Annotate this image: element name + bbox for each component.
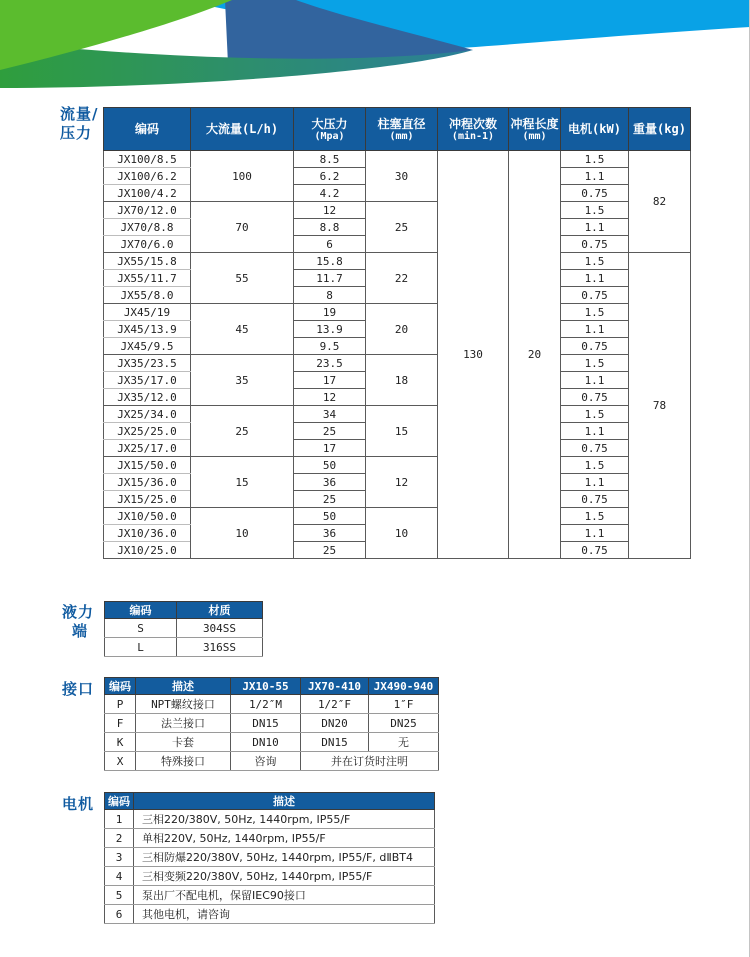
section-label-motor: 电机: [62, 795, 95, 813]
column-header: [294, 108, 366, 151]
pressure-cell: 12: [294, 389, 366, 406]
cell: X: [105, 752, 136, 771]
motor-cell: 1.1: [561, 372, 629, 389]
stroke-length-cell: 20: [509, 151, 561, 559]
column-header: [438, 108, 509, 151]
column-header: [629, 108, 691, 151]
cell: DN10: [231, 733, 301, 752]
flow-pressure-table-container: [103, 107, 691, 559]
pressure-cell: 15.8: [294, 253, 366, 270]
flow-cell: 55: [191, 253, 294, 304]
pressure-cell: 50: [294, 508, 366, 525]
table-row: [105, 848, 435, 867]
decorative-banner: [0, 0, 750, 88]
diameter-cell: 22: [366, 253, 438, 304]
pressure-cell: 9.5: [294, 338, 366, 355]
code-cell: JX15/25.0: [104, 491, 191, 508]
table-row: [105, 638, 263, 657]
cell: 三相220/380V, 50Hz, 1440rpm, IP55/F: [134, 810, 435, 829]
table-row: [104, 304, 691, 321]
code-cell: JX15/50.0: [104, 457, 191, 474]
column-header: JX10-55: [231, 678, 301, 695]
section-label-interface: 接口: [62, 680, 95, 698]
header-row: [105, 602, 263, 619]
cell: 其他电机，请咨询: [134, 905, 435, 924]
table-row: [104, 406, 691, 423]
code-cell: JX55/15.8: [104, 253, 191, 270]
pressure-cell: 6: [294, 236, 366, 253]
header-line: (mm): [389, 130, 414, 142]
weight-cell: 82: [629, 151, 691, 253]
motor-cell: 0.75: [561, 491, 629, 508]
table-head: [104, 108, 691, 151]
motor-cell: 1.5: [561, 202, 629, 219]
flow-cell: 45: [191, 304, 294, 355]
table-row: [104, 457, 691, 474]
header-line: (Mpa): [314, 130, 345, 142]
column-header: 编码: [105, 602, 177, 619]
code-cell: JX25/25.0: [104, 423, 191, 440]
motor-cell: 1.1: [561, 474, 629, 491]
motor-cell: 1.5: [561, 355, 629, 372]
pressure-cell: 25: [294, 542, 366, 559]
header-line: 冲程次数: [448, 116, 497, 131]
header-row: [105, 793, 435, 810]
header-row: [104, 108, 691, 151]
header-line: 冲程长度: [510, 116, 559, 131]
cell: 1: [105, 810, 134, 829]
table-row: [104, 253, 691, 270]
cell: 3: [105, 848, 134, 867]
motor-cell: 1.5: [561, 304, 629, 321]
table-row: [105, 695, 439, 714]
table-row: [105, 867, 435, 886]
table-row: [104, 151, 691, 168]
diameter-cell: 18: [366, 355, 438, 406]
table-row: [104, 508, 691, 525]
table-body: [104, 151, 691, 559]
code-cell: JX35/12.0: [104, 389, 191, 406]
motor-cell: 0.75: [561, 338, 629, 355]
cell: F: [105, 714, 136, 733]
motor-cell: 0.75: [561, 440, 629, 457]
pressure-cell: 12: [294, 202, 366, 219]
header-line: 大压力: [311, 116, 348, 131]
cell: 2: [105, 829, 134, 848]
column-header: [561, 108, 629, 151]
flow-cell: 15: [191, 457, 294, 508]
pressure-cell: 8.5: [294, 151, 366, 168]
pressure-cell: 23.5: [294, 355, 366, 372]
cell: DN20: [301, 714, 369, 733]
motor-cell: 0.75: [561, 389, 629, 406]
cell: P: [105, 695, 136, 714]
section-label-flow-pressure: [60, 105, 98, 143]
column-header: [366, 108, 438, 151]
cell: 卡套: [136, 733, 231, 752]
cell: DN25: [369, 714, 439, 733]
cell: 三相防爆220/380V, 50Hz, 1440rpm, IP55/F, dⅡBT4: [134, 848, 435, 867]
cell: 无: [369, 733, 439, 752]
cell: 1/2″F: [301, 695, 369, 714]
column-header: 描述: [134, 793, 435, 810]
motor-cell: 1.1: [561, 321, 629, 338]
flow-cell: 25: [191, 406, 294, 457]
diameter-cell: 20: [366, 304, 438, 355]
code-cell: JX35/23.5: [104, 355, 191, 372]
cell: 5: [105, 886, 134, 905]
cell: 304SS: [177, 619, 263, 638]
flow-cell: 10: [191, 508, 294, 559]
motor-cell: 1.1: [561, 270, 629, 287]
cell: 1″F: [369, 695, 439, 714]
table-row: [104, 202, 691, 219]
label-line: 流量/: [60, 105, 99, 123]
hydraulic-end-table: [104, 601, 263, 657]
pressure-cell: 11.7: [294, 270, 366, 287]
header-line: 编码: [134, 122, 159, 136]
table-body: [105, 695, 439, 771]
hydraulic-end-table-container: [104, 601, 263, 657]
motor-cell: 0.75: [561, 542, 629, 559]
code-cell: JX10/36.0: [104, 525, 191, 542]
column-header: JX490-940: [369, 678, 439, 695]
column-header: [191, 108, 294, 151]
code-cell: JX15/36.0: [104, 474, 191, 491]
motor-cell: 1.5: [561, 406, 629, 423]
cell: S: [105, 619, 177, 638]
header-line: 重量(kg): [633, 122, 686, 136]
cell: 咨询: [231, 752, 301, 771]
column-header: [509, 108, 561, 151]
column-header: JX70-410: [301, 678, 369, 695]
cell: 4: [105, 867, 134, 886]
column-header: 编码: [105, 678, 136, 695]
code-cell: JX100/8.5: [104, 151, 191, 168]
flow-pressure-table: [103, 107, 691, 559]
code-cell: JX10/25.0: [104, 542, 191, 559]
header-row: [105, 678, 439, 695]
table-row: [104, 355, 691, 372]
code-cell: JX45/13.9: [104, 321, 191, 338]
column-header: [104, 108, 191, 151]
pressure-cell: 4.2: [294, 185, 366, 202]
cell: 泵出厂不配电机，保留IEC90接口: [134, 886, 435, 905]
code-cell: JX100/6.2: [104, 168, 191, 185]
code-cell: JX55/8.0: [104, 287, 191, 304]
header-line: (min-1): [451, 130, 495, 142]
motor-cell: 1.1: [561, 423, 629, 440]
diameter-cell: 12: [366, 457, 438, 508]
diameter-cell: 10: [366, 508, 438, 559]
label-line: 液力: [62, 603, 95, 621]
table-row: [105, 752, 439, 771]
column-header: 编码: [105, 793, 134, 810]
header-line: (mm): [522, 130, 547, 142]
cell: 1/2″M: [231, 695, 301, 714]
column-header: 描述: [136, 678, 231, 695]
table-row: [105, 829, 435, 848]
diameter-cell: 15: [366, 406, 438, 457]
interface-table: [104, 677, 439, 771]
table-row: [105, 905, 435, 924]
flow-cell: 35: [191, 355, 294, 406]
diameter-cell: 25: [366, 202, 438, 253]
pressure-cell: 34: [294, 406, 366, 423]
cell: L: [105, 638, 177, 657]
cell: 并在订货时注明: [301, 752, 439, 771]
table-row: [105, 714, 439, 733]
table-row: [105, 810, 435, 829]
pressure-cell: 6.2: [294, 168, 366, 185]
motor-cell: 0.75: [561, 236, 629, 253]
code-cell: JX45/9.5: [104, 338, 191, 355]
label-line: 端: [71, 622, 88, 640]
pressure-cell: 17: [294, 440, 366, 457]
column-header: 材质: [177, 602, 263, 619]
pressure-cell: 36: [294, 474, 366, 491]
header-line: 电机(kW): [568, 122, 621, 136]
cell: K: [105, 733, 136, 752]
table-body: [105, 619, 263, 657]
cell: 特殊接口: [136, 752, 231, 771]
cell: 三相变频220/380V, 50Hz, 1440rpm, IP55/F: [134, 867, 435, 886]
cell: 单相220V, 50Hz, 1440rpm, IP55/F: [134, 829, 435, 848]
pressure-cell: 17: [294, 372, 366, 389]
stroke-frequency-cell: 130: [438, 151, 509, 559]
cell: 6: [105, 905, 134, 924]
code-cell: JX70/8.8: [104, 219, 191, 236]
motor-cell: 0.75: [561, 185, 629, 202]
label-line: 压力: [60, 124, 93, 142]
motor-cell: 1.5: [561, 151, 629, 168]
pressure-cell: 13.9: [294, 321, 366, 338]
motor-table-container: [104, 792, 435, 924]
motor-cell: 1.5: [561, 508, 629, 525]
cell: 316SS: [177, 638, 263, 657]
pressure-cell: 8: [294, 287, 366, 304]
cell: NPT螺纹接口: [136, 695, 231, 714]
motor-table: [104, 792, 435, 924]
flow-cell: 70: [191, 202, 294, 253]
interface-table-container: [104, 677, 439, 771]
cell: DN15: [231, 714, 301, 733]
code-cell: JX45/19: [104, 304, 191, 321]
table-head: [105, 678, 439, 695]
code-cell: JX70/12.0: [104, 202, 191, 219]
code-cell: JX25/17.0: [104, 440, 191, 457]
code-cell: JX70/6.0: [104, 236, 191, 253]
table-row: [105, 733, 439, 752]
cell: DN15: [301, 733, 369, 752]
table-row: [105, 886, 435, 905]
motor-cell: 1.1: [561, 168, 629, 185]
pressure-cell: 36: [294, 525, 366, 542]
code-cell: JX35/17.0: [104, 372, 191, 389]
table-body: [105, 810, 435, 924]
section-label-hydraulic-end: [62, 603, 98, 641]
code-cell: JX25/34.0: [104, 406, 191, 423]
pressure-cell: 8.8: [294, 219, 366, 236]
table-row: [105, 619, 263, 638]
motor-cell: 1.5: [561, 253, 629, 270]
weight-cell: 78: [629, 253, 691, 559]
pressure-cell: 50: [294, 457, 366, 474]
pressure-cell: 25: [294, 491, 366, 508]
motor-cell: 1.1: [561, 219, 629, 236]
motor-cell: 1.1: [561, 525, 629, 542]
diameter-cell: 30: [366, 151, 438, 202]
cell: 法兰接口: [136, 714, 231, 733]
header-line: 柱塞直径: [377, 116, 426, 131]
flow-cell: 100: [191, 151, 294, 202]
pressure-cell: 25: [294, 423, 366, 440]
code-cell: JX55/11.7: [104, 270, 191, 287]
pressure-cell: 19: [294, 304, 366, 321]
table-head: [105, 793, 435, 810]
header-line: 大流量(L/h): [205, 122, 279, 136]
code-cell: JX100/4.2: [104, 185, 191, 202]
code-cell: JX10/50.0: [104, 508, 191, 525]
motor-cell: 1.5: [561, 457, 629, 474]
motor-cell: 0.75: [561, 287, 629, 304]
table-head: [105, 602, 263, 619]
